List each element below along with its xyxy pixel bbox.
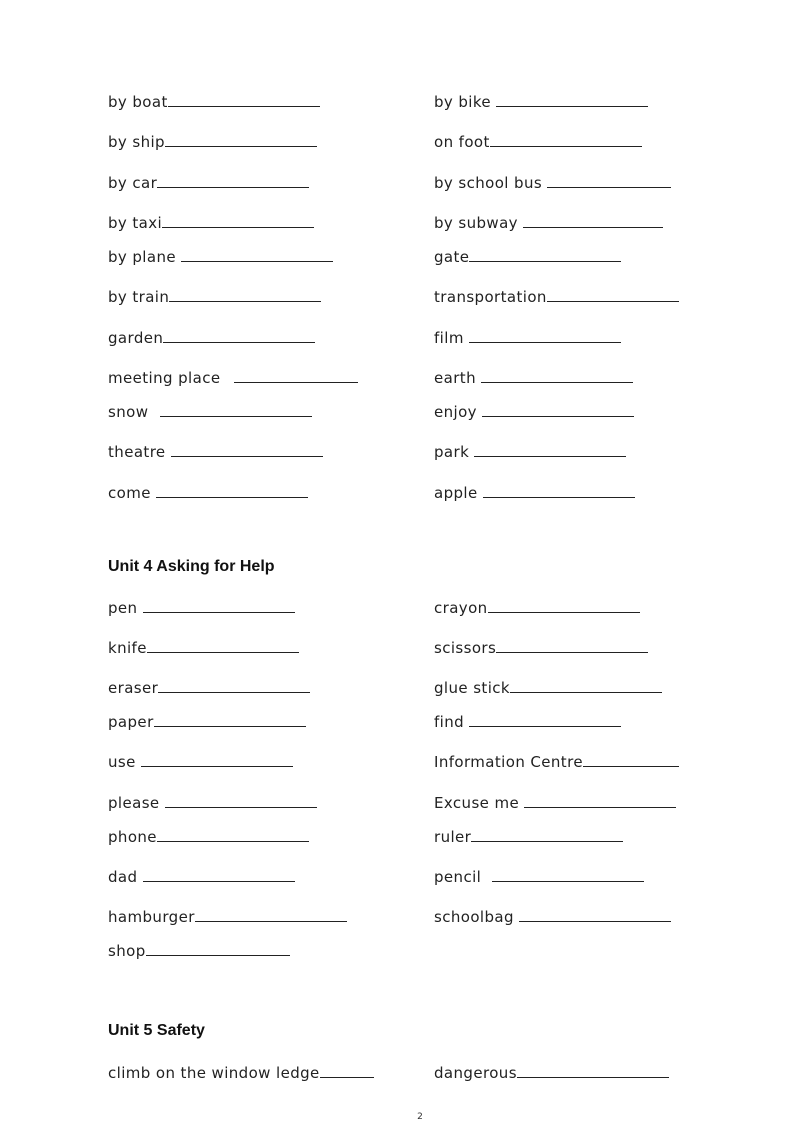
vocab-item <box>434 751 679 772</box>
answer-blank[interactable] <box>469 327 621 343</box>
vocab-item <box>434 597 640 618</box>
answer-blank[interactable] <box>483 482 635 498</box>
word: by subway <box>434 214 518 232</box>
vocab-item <box>434 906 671 927</box>
word: by boat <box>108 93 168 111</box>
word: theatre <box>108 443 166 461</box>
answer-blank[interactable] <box>146 940 290 956</box>
answer-blank[interactable] <box>141 751 293 767</box>
answer-blank[interactable] <box>469 246 621 262</box>
vocab-item <box>434 677 662 698</box>
answer-blank[interactable] <box>143 597 295 613</box>
vocab-item <box>108 906 347 927</box>
word: apple <box>434 484 478 502</box>
answer-blank[interactable] <box>169 286 321 302</box>
vocab-item <box>434 286 679 307</box>
word: Excuse me <box>434 794 520 812</box>
vocab-item <box>434 91 648 112</box>
word: dad <box>108 868 138 886</box>
vocab-item <box>434 482 635 503</box>
vocab-item <box>434 367 633 388</box>
answer-blank[interactable] <box>490 131 642 147</box>
word: find <box>434 713 465 731</box>
answer-blank[interactable] <box>234 367 358 383</box>
answer-blank[interactable] <box>471 826 623 842</box>
word: by plane <box>108 248 176 266</box>
word: glue stick <box>434 679 510 697</box>
answer-blank[interactable] <box>496 91 648 107</box>
vocab-item <box>434 246 621 267</box>
word: crayon <box>434 599 488 617</box>
word: park <box>434 443 470 461</box>
answer-blank[interactable] <box>519 906 671 922</box>
word: knife <box>108 639 147 657</box>
vocab-item <box>108 246 333 267</box>
vocab-item <box>434 441 626 462</box>
word: meeting place <box>108 369 221 387</box>
vocab-item <box>434 826 623 847</box>
vocab-item <box>434 1062 669 1083</box>
vocab-item <box>108 131 317 152</box>
vocab-item <box>108 286 321 307</box>
vocab-item <box>108 751 293 772</box>
answer-blank[interactable] <box>320 1062 374 1078</box>
vocab-item <box>108 826 309 847</box>
vocab-item <box>108 711 306 732</box>
vocab-item <box>434 792 676 813</box>
word: please <box>108 794 160 812</box>
word: by school bus <box>434 174 543 192</box>
answer-blank[interactable] <box>157 172 309 188</box>
vocab-item <box>434 131 642 152</box>
vocab-item <box>108 327 315 348</box>
word: paper <box>108 713 154 731</box>
answer-blank[interactable] <box>195 906 347 922</box>
word: gate <box>434 248 470 266</box>
answer-blank[interactable] <box>547 286 679 302</box>
vocab-item <box>434 866 644 887</box>
vocab-item <box>434 637 648 658</box>
vocab-item <box>108 401 312 422</box>
word: ruler <box>434 828 472 846</box>
word: snow <box>108 403 149 421</box>
vocab-item <box>108 866 295 887</box>
word: on foot <box>434 133 490 151</box>
word: by taxi <box>108 214 163 232</box>
word: by car <box>108 174 158 192</box>
vocab-item <box>108 172 309 193</box>
word: pen <box>108 599 138 617</box>
vocab-item <box>434 401 634 422</box>
vocab-item <box>108 637 299 658</box>
answer-blank[interactable] <box>181 246 333 262</box>
answer-blank[interactable] <box>547 172 671 188</box>
word: transportation <box>434 288 547 306</box>
answer-blank[interactable] <box>163 327 315 343</box>
answer-blank[interactable] <box>482 401 634 417</box>
word: shop <box>108 942 146 960</box>
vocab-item <box>434 172 671 193</box>
unit5-heading: Unit 5 Safety <box>108 1022 205 1039</box>
answer-blank[interactable] <box>510 677 662 693</box>
answer-blank[interactable] <box>488 597 640 613</box>
word: enjoy <box>434 403 477 421</box>
vocab-item <box>108 792 317 813</box>
word: eraser <box>108 679 159 697</box>
vocab-item <box>108 91 320 112</box>
answer-blank[interactable] <box>469 711 621 727</box>
word: scissors <box>434 639 497 657</box>
answer-blank[interactable] <box>481 367 633 383</box>
answer-blank[interactable] <box>492 866 644 882</box>
answer-blank[interactable] <box>474 441 626 457</box>
vocab-item <box>108 441 323 462</box>
word: film <box>434 329 464 347</box>
answer-blank[interactable] <box>157 826 309 842</box>
word: Information Centre <box>434 753 583 771</box>
vocab-item <box>108 212 314 233</box>
answer-blank[interactable] <box>517 1062 669 1078</box>
answer-blank[interactable] <box>523 212 663 228</box>
answer-blank[interactable] <box>524 792 676 808</box>
vocab-item <box>108 482 308 503</box>
unit4-heading: Unit 4 Asking for Help <box>108 558 275 575</box>
word: use <box>108 753 136 771</box>
vocab-item <box>108 677 310 698</box>
word: come <box>108 484 151 502</box>
answer-blank[interactable] <box>156 482 308 498</box>
answer-blank[interactable] <box>143 866 295 882</box>
word: by bike <box>434 93 492 111</box>
word: pencil <box>434 868 482 886</box>
answer-blank[interactable] <box>583 751 679 767</box>
vocab-item <box>108 597 295 618</box>
page-number: 2 <box>417 1112 423 1122</box>
word: dangerous <box>434 1064 517 1082</box>
vocab-item <box>108 367 358 388</box>
word: earth <box>434 369 476 387</box>
answer-blank[interactable] <box>168 91 320 107</box>
vocab-item <box>434 327 621 348</box>
answer-blank[interactable] <box>162 212 314 228</box>
answer-blank[interactable] <box>171 441 323 457</box>
vocab-item <box>434 711 621 732</box>
vocab-item <box>434 212 663 233</box>
answer-blank[interactable] <box>160 401 312 417</box>
word: schoolbag <box>434 908 514 926</box>
answer-blank[interactable] <box>496 637 648 653</box>
word: phone <box>108 828 157 846</box>
answer-blank[interactable] <box>147 637 299 653</box>
word: by train <box>108 288 170 306</box>
word: climb on the window ledge <box>108 1064 320 1082</box>
answer-blank[interactable] <box>154 711 306 727</box>
vocab-item <box>108 940 290 961</box>
answer-blank[interactable] <box>165 131 317 147</box>
answer-blank[interactable] <box>165 792 317 808</box>
answer-blank[interactable] <box>158 677 310 693</box>
word: by ship <box>108 133 165 151</box>
word: garden <box>108 329 164 347</box>
vocab-item <box>108 1062 374 1083</box>
word: hamburger <box>108 908 195 926</box>
